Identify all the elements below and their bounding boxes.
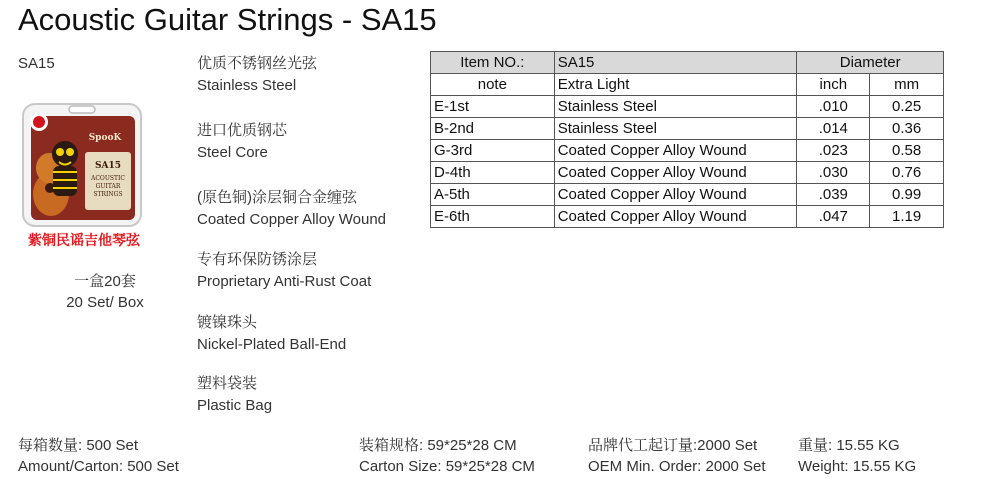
package-text-line3: STRINGS [93, 191, 123, 198]
string-mm: 0.25 [870, 96, 944, 118]
product-package-image [13, 96, 145, 228]
package-chinese-label: 紫铜民谣吉他琴弦 [28, 232, 140, 248]
feature-5-en: Nickel-Plated Ball-End [197, 336, 347, 353]
table-row [431, 96, 944, 118]
weight-cn: 重量: 15.55 KG [798, 437, 900, 454]
feature-3-en: Coated Copper Alloy Wound [197, 211, 387, 228]
feature-2-en: Steel Core [197, 144, 268, 161]
table-row [431, 184, 944, 206]
feature-4-en: Proprietary Anti-Rust Coat [197, 273, 372, 290]
carton-size-en: Carton Size: 59*25*28 CM [359, 458, 535, 475]
string-material: Coated Copper Alloy Wound [554, 184, 797, 206]
string-material: Coated Copper Alloy Wound [554, 206, 797, 228]
string-name: A-5th [431, 184, 555, 206]
table-subheader-row [431, 74, 944, 96]
spec-table [430, 51, 944, 228]
string-inch: .030 [797, 162, 870, 184]
string-inch: .010 [797, 96, 870, 118]
box-quantity-cn: 一盒20套 [74, 273, 136, 290]
string-inch: .039 [797, 184, 870, 206]
table-row [431, 162, 944, 184]
mm-label: mm [870, 74, 944, 96]
feature-2-cn: 进口优质钢芯 [197, 122, 288, 139]
string-material: Stainless Steel [554, 96, 797, 118]
feature-6-en: Plastic Bag [197, 397, 273, 414]
model-label: SA15 [18, 55, 55, 72]
string-material: Coated Copper Alloy Wound [554, 140, 797, 162]
string-name: D-4th [431, 162, 555, 184]
string-inch: .047 [797, 206, 870, 228]
string-mm: 0.58 [870, 140, 944, 162]
item-no-label: Item NO.: [431, 52, 555, 74]
note-label: note [431, 74, 555, 96]
table-row [431, 118, 944, 140]
weight-en: Weight: 15.55 KG [798, 458, 917, 475]
feature-5-cn: 镀镍珠头 [197, 314, 258, 331]
package-text-line1: ACOUSTIC [91, 175, 125, 182]
feature-4-cn: 专有环保防锈涂层 [197, 251, 318, 268]
feature-6-cn: 塑料袋装 [197, 375, 258, 392]
diameter-label: Diameter [797, 52, 944, 74]
item-no-value: SA15 [554, 52, 797, 74]
package-model-text: SA15 [94, 161, 122, 171]
feature-1-en: Stainless Steel [197, 77, 297, 94]
carton-size-cn: 装箱规格: 59*25*28 CM [359, 437, 517, 454]
string-inch: .014 [797, 118, 870, 140]
string-mm: 0.76 [870, 162, 944, 184]
feature-1-cn: 优质不锈钢丝光弦 [197, 55, 318, 72]
box-quantity-en: 20 Set/ Box [66, 294, 144, 311]
string-name: E-6th [431, 206, 555, 228]
string-mm: 0.99 [870, 184, 944, 206]
table-row [431, 206, 944, 228]
amount-carton-en: Amount/Carton: 500 Set [18, 458, 179, 475]
string-material: Coated Copper Alloy Wound [554, 162, 797, 184]
inch-label: inch [797, 74, 870, 96]
page-title: Acoustic Guitar Strings - SA15 [18, 2, 437, 37]
string-name: B-2nd [431, 118, 555, 140]
oem-min-order-cn: 品牌代工起订量:2000 Set [588, 437, 758, 454]
feature-3-cn: (原色铜)涂层铜合金缠弦 [197, 189, 357, 206]
package-text-line2: GUITAR [95, 183, 121, 190]
note-value: Extra Light [554, 74, 797, 96]
string-mm: 0.36 [870, 118, 944, 140]
string-inch: .023 [797, 140, 870, 162]
table-row [431, 140, 944, 162]
string-name: E-1st [431, 96, 555, 118]
package-brand-text: SpooK [88, 133, 122, 143]
string-mm: 1.19 [870, 206, 944, 228]
string-name: G-3rd [431, 140, 555, 162]
amount-carton-cn: 每箱数量: 500 Set [18, 437, 139, 454]
string-material: Stainless Steel [554, 118, 797, 140]
table-header-row [431, 52, 944, 74]
oem-min-order-en: OEM Min. Order: 2000 Set [588, 458, 766, 475]
